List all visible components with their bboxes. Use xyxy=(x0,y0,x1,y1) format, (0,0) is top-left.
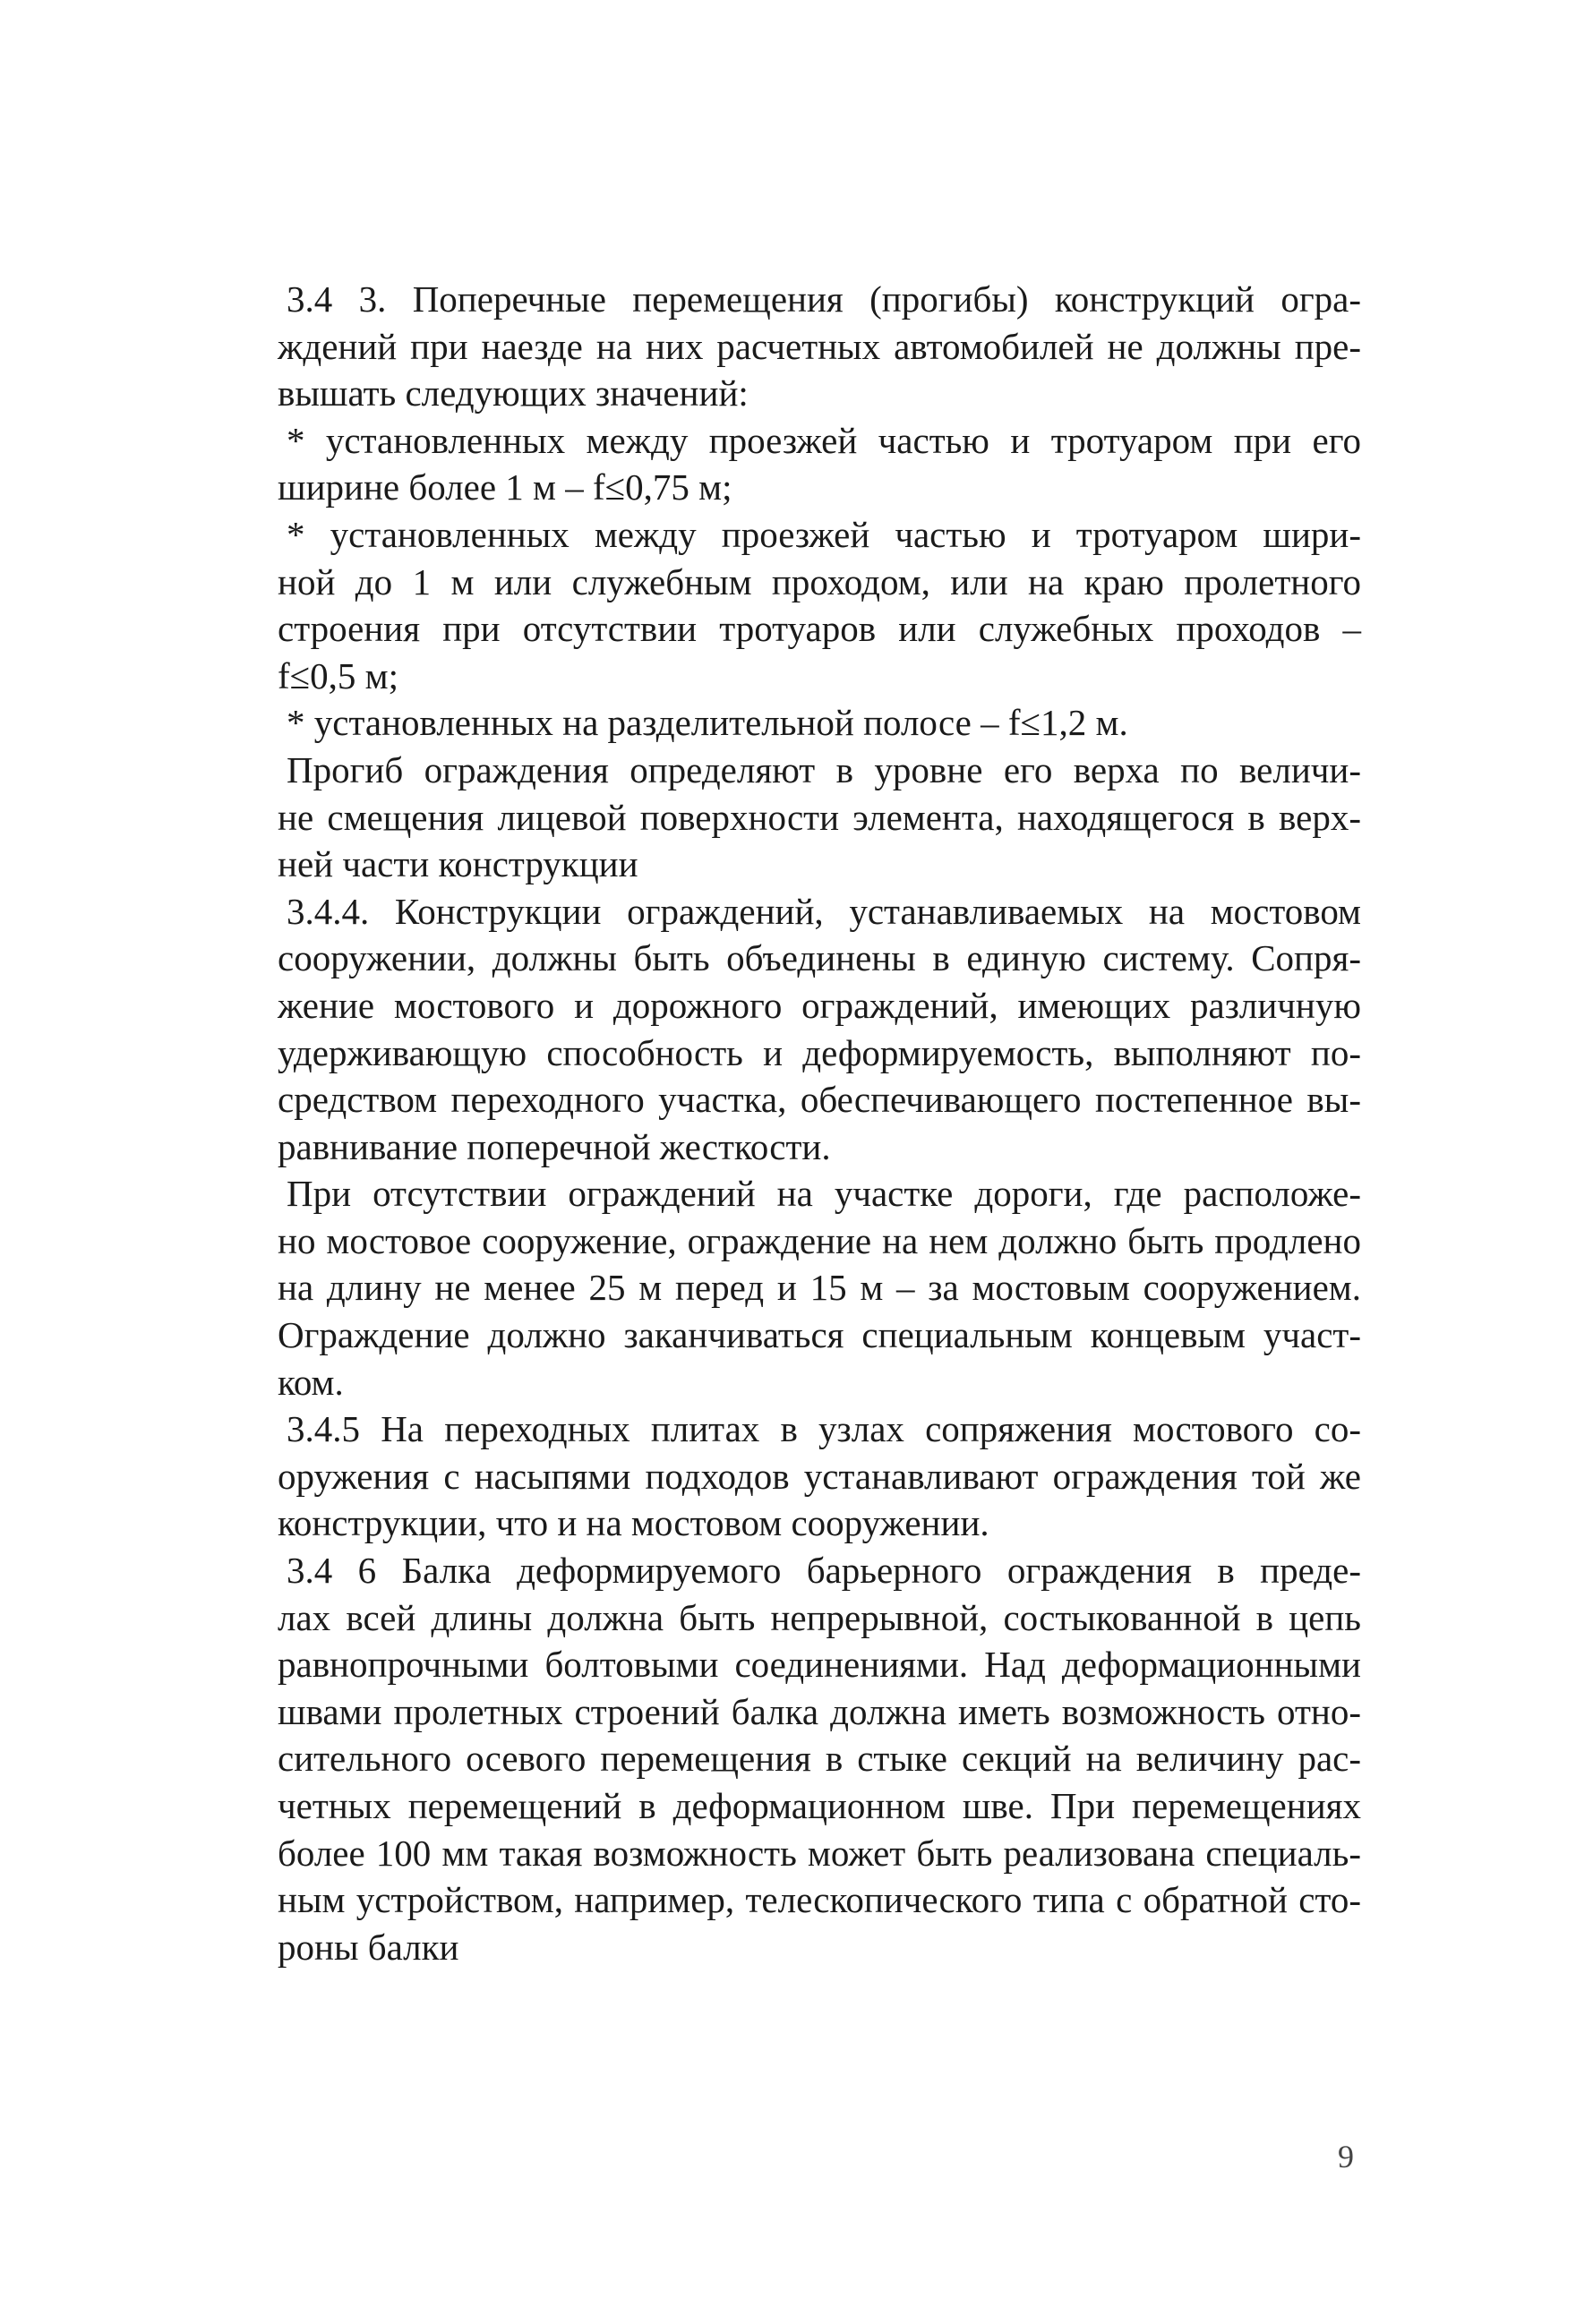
text-line: * установленных между проезжей частью и тротуаром при его xyxy=(287,419,1361,461)
text-line: сительного осевого перемещения в стыке секций на величину рас- xyxy=(278,1738,1361,1780)
text-line: 3.4 6 Балка деформируемого барьерного ограждения в преде- xyxy=(287,1550,1361,1592)
text-line: ным устройством, например, телескопического типа с обратной сто- xyxy=(278,1879,1361,1921)
text-line: ширине более 1 м – f≤0,75 м; xyxy=(278,466,732,508)
para-3-4-6 xyxy=(278,1547,1361,1970)
text-line: 3.4.5 На переходных плитах в узлах сопряжения мостового со- xyxy=(287,1408,1361,1450)
text-line: равнопрочными болтовыми соединениями. Над деформационными xyxy=(278,1644,1361,1686)
text-line: ком. xyxy=(278,1361,344,1403)
text-line: четных перемещений в деформационном шве. При перемещениях xyxy=(278,1785,1361,1826)
text-line: лах всей длины должна быть непрерывной, состыкованной в цепь xyxy=(278,1596,1361,1638)
text-line: При отсутствии ограждений на участке дороги, где расположе- xyxy=(287,1173,1361,1215)
text-line: вышать следующих значений: xyxy=(278,372,749,414)
para-3-4-3-item-2 xyxy=(278,511,1361,699)
text-line: на длину не менее 25 м перед и 15 м – за мостовым сооружением. xyxy=(278,1267,1361,1309)
text-line: f≤0,5 м; xyxy=(278,654,398,696)
text-line: удерживающую способность и деформируемость, выполняют по- xyxy=(278,1031,1361,1073)
text-line: сооружении, должны быть объединены в единую систему. Сопря- xyxy=(278,937,1361,979)
text-line: равнивание поперечной жесткости. xyxy=(278,1125,831,1167)
text-line: строения при отсутствии тротуаров или служебных проходов – xyxy=(278,608,1361,650)
text-line: Прогиб ограждения определяют в уровне его верха по величи- xyxy=(287,748,1361,790)
text-line: ждений при наезде на них расчетных автомобилей не должны пре- xyxy=(278,325,1361,367)
text-line: * установленных на разделительной полосе – f≤1,2 м. xyxy=(287,702,1128,744)
text-line: ней части конструкции xyxy=(278,843,638,885)
text-line: конструкции, что и на мостовом сооружении. xyxy=(278,1502,989,1544)
text-line: жение мостового и дорожного ограждений, имеющих различную xyxy=(278,984,1361,1026)
text-line: 3.4.4. Конструкции ограждений, устанавливаемых на мостовом xyxy=(287,890,1361,932)
text-line: средством переходного участка, обеспечивающего постепенное вы- xyxy=(278,1079,1361,1121)
text-line: Ограждение должно заканчиваться специальным концевым участ- xyxy=(278,1314,1361,1356)
text-line: не смещения лицевой поверхности элемента, находящегося в верх- xyxy=(278,796,1361,838)
para-3-4-3-deflection xyxy=(278,747,1361,888)
para-3-4-3-item-1 xyxy=(278,417,1361,511)
body-text xyxy=(278,276,1361,1970)
para-3-4-5 xyxy=(278,1406,1361,1547)
para-3-4-4-absence xyxy=(278,1170,1361,1406)
text-line: швами пролетных строений балка должна иметь возможность отно- xyxy=(278,1690,1361,1732)
text-line: оружения с насыпями подходов устанавливают ограждения той же xyxy=(278,1455,1361,1497)
text-line: но мостовое сооружение, ограждение на нем должно быть продлено xyxy=(278,1219,1361,1261)
text-line: * установленных между проезжей частью и тротуаром шири- xyxy=(287,513,1361,555)
para-3-4-4 xyxy=(278,888,1361,1171)
text-line: более 100 мм такая возможность может быть реализована специаль- xyxy=(278,1832,1361,1874)
para-3-4-3-item-3 xyxy=(278,699,1361,747)
text-line: 3.4 3. Поперечные перемещения (прогибы) конструкций огра- xyxy=(287,278,1361,320)
para-3-4-3-intro xyxy=(278,276,1361,417)
page-number: 9 xyxy=(1338,2139,1354,2174)
text-line: ной до 1 м или служебным проходом, или на краю пролетного xyxy=(278,560,1361,602)
text-line: роны балки xyxy=(278,1926,459,1968)
